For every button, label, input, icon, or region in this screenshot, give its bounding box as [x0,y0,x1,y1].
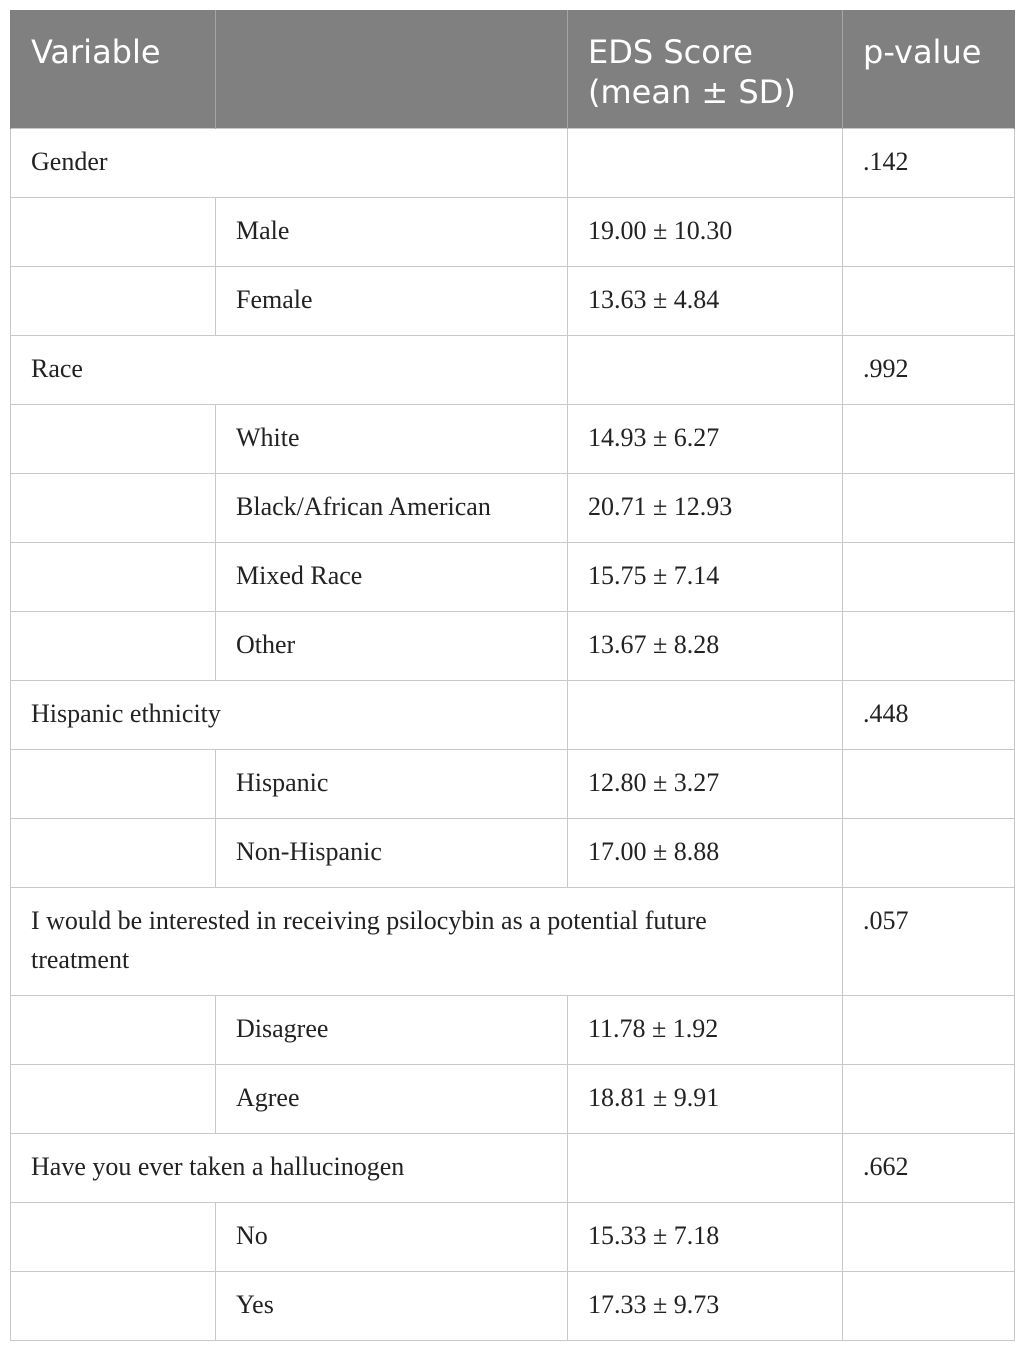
group-eds-empty [568,681,843,750]
table-row [11,1203,1015,1272]
header-variable: Variable [11,10,216,129]
level-p-empty [843,198,1015,267]
group-row-psilocybin-interest [11,888,1015,996]
level-p-empty [843,1272,1015,1341]
level-p-empty [843,750,1015,819]
level-eds-score: 14.93 ± 6.27 [568,405,843,474]
indent-cell [11,267,216,336]
level-eds-score: 15.33 ± 7.18 [568,1203,843,1272]
header-eds-score-line1: EDS Score [588,33,753,71]
group-row-race [11,336,1015,405]
group-label: Race [11,336,568,405]
level-p-empty [843,819,1015,888]
group-p-value: .662 [843,1134,1015,1203]
indent-cell [11,1203,216,1272]
group-row-hispanic-ethnicity [11,681,1015,750]
level-eds-score: 13.67 ± 8.28 [568,612,843,681]
level-label: Other [216,612,568,681]
level-p-empty [843,474,1015,543]
level-label: Disagree [216,996,568,1065]
level-eds-score: 11.78 ± 1.92 [568,996,843,1065]
indent-cell [11,996,216,1065]
table-row [11,1272,1015,1341]
level-label: Male [216,198,568,267]
level-eds-score: 15.75 ± 7.14 [568,543,843,612]
group-eds-empty [568,1134,843,1203]
table-row [11,996,1015,1065]
level-label: Hispanic [216,750,568,819]
indent-cell [11,1065,216,1134]
group-p-value: .142 [843,129,1015,198]
indent-cell [11,198,216,267]
header-eds-score-line2: (mean ± SD) [588,73,796,111]
indent-cell [11,405,216,474]
level-eds-score: 17.00 ± 8.88 [568,819,843,888]
level-p-empty [843,996,1015,1065]
group-p-value: .448 [843,681,1015,750]
group-row-gender [11,129,1015,198]
group-label: I would be interested in receiving psilocybin as a potential future treatment [11,888,843,996]
level-label: Female [216,267,568,336]
group-label: Hispanic ethnicity [11,681,568,750]
level-label: Yes [216,1272,568,1341]
table-row [11,1065,1015,1134]
level-eds-score: 17.33 ± 9.73 [568,1272,843,1341]
table-row [11,405,1015,474]
indent-cell [11,750,216,819]
level-p-empty [843,1203,1015,1272]
group-eds-empty [568,336,843,405]
group-p-value: .992 [843,336,1015,405]
table-row [11,612,1015,681]
level-p-empty [843,405,1015,474]
level-eds-score: 13.63 ± 4.84 [568,267,843,336]
group-eds-empty [568,129,843,198]
group-label: Gender [11,129,568,198]
level-eds-score: 12.80 ± 3.27 [568,750,843,819]
level-eds-score: 20.71 ± 12.93 [568,474,843,543]
table-row [11,543,1015,612]
indent-cell [11,474,216,543]
group-row-hallucinogen [11,1134,1015,1203]
level-label: Black/African American [216,474,568,543]
level-label: Agree [216,1065,568,1134]
header-level [216,10,568,129]
eds-score-table [10,10,1015,1341]
group-label: Have you ever taken a hallucinogen [11,1134,568,1203]
level-p-empty [843,1065,1015,1134]
level-label: Non-Hispanic [216,819,568,888]
level-label: Mixed Race [216,543,568,612]
group-p-value: .057 [843,888,1015,996]
indent-cell [11,612,216,681]
table-row [11,750,1015,819]
indent-cell [11,1272,216,1341]
table-row [11,267,1015,336]
level-p-empty [843,267,1015,336]
level-p-empty [843,612,1015,681]
indent-cell [11,819,216,888]
header-row [11,10,1015,129]
table-row [11,474,1015,543]
header-eds-score [568,10,843,129]
level-eds-score: 18.81 ± 9.91 [568,1065,843,1134]
level-label: No [216,1203,568,1272]
level-label: White [216,405,568,474]
table-row [11,819,1015,888]
indent-cell [11,543,216,612]
level-p-empty [843,543,1015,612]
header-p-value: p-value [843,10,1015,129]
level-eds-score: 19.00 ± 10.30 [568,198,843,267]
table-row [11,198,1015,267]
